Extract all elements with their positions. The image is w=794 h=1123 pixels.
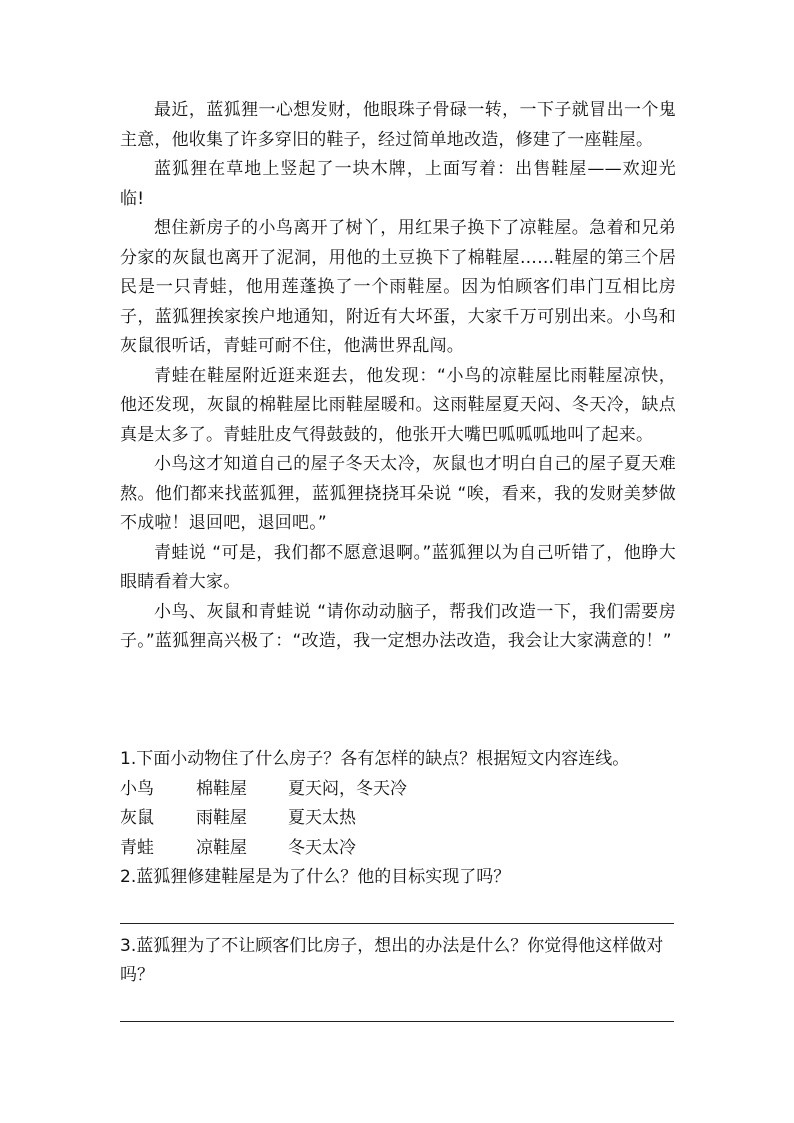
animal-label[interactable]: 灰鼠 (120, 808, 154, 828)
match-row (120, 775, 680, 805)
paragraph: 最近，蓝狐狸一心想发财，他眼珠子骨碌一转，一下子就冒出一个鬼主意，他收集了许多穿旧的鞋子，经过简单地改造，修建了一座鞋屋。 (120, 100, 676, 150)
paragraph: 想住新房子的小鸟离开了树丫，用红果子换下了凉鞋屋。急着和兄弟分家的灰鼠也离开了泥洞，用他的土豆换下了棉鞋屋……鞋屋的第三个居民是一只青蛙，他用莲蓬换了一个雨鞋屋。因为怕顾客们串门互相比房子，蓝狐狸挨家挨户地通知，附近有大坏蛋，大家千万可别出来。小鸟和灰鼠很听话，青蛙可耐不住，他满世界乱闯。 (120, 218, 676, 356)
paragraph: 青蛙说 “可是，我们都不愿意退啊。”蓝狐狸以为自己听错了，他睁大眼睛看着大家。 (120, 542, 676, 592)
story-passage (120, 96, 676, 657)
question-1: 1.下面小动物住了什么房子？各有怎样的缺点？根据短文内容连线。 (120, 749, 630, 769)
drawback-label[interactable]: 夏天闷，冬天冷 (288, 778, 407, 799)
paragraph: 小鸟、灰鼠和青蛙说 “请你动动脑子，帮我们改造一下，我们需要房子。”蓝狐狸高兴极了：“改造，我一定想办法改造，我会让大家满意的！” (120, 601, 676, 651)
house-label[interactable]: 凉鞋屋 (196, 837, 247, 858)
paragraph: 蓝狐狸在草地上竖起了一块木牌，上面写着：出售鞋屋——欢迎光临! (120, 159, 676, 209)
drawback-label[interactable]: 夏天太热 (288, 808, 356, 828)
answer-line-q2[interactable] (120, 923, 674, 924)
question-2: 2.蓝狐狸修建鞋屋是为了什么？他的目标实现了吗？ (120, 867, 511, 887)
question-section (120, 745, 680, 1022)
question-3: 3.蓝狐狸为了不让顾客们比房子，想出的办法是什么？你觉得他这样做对吗？ (120, 935, 664, 985)
match-row (120, 804, 680, 834)
match-row (120, 834, 680, 864)
animal-label[interactable]: 青蛙 (120, 837, 154, 858)
paragraph: 小鸟这才知道自己的屋子冬天太冷，灰鼠也才明白自己的屋子夏天难熬。他们都来找蓝狐狸，蓝狐狸挠挠耳朵说 “唉，看来，我的发财美梦做不成啦！退回吧，退回吧。” (120, 454, 676, 533)
answer-line-q3[interactable] (120, 1021, 674, 1022)
house-label[interactable]: 雨鞋屋 (196, 808, 247, 828)
drawback-label[interactable]: 冬天太冷 (288, 837, 356, 858)
animal-label[interactable]: 小鸟 (120, 778, 154, 799)
paragraph: 青蛙在鞋屋附近逛来逛去，他发现：“小鸟的凉鞋屋比雨鞋屋凉快，他还发现，灰鼠的棉鞋屋比雨鞋屋暖和。这雨鞋屋夏天闷、冬天冷，缺点真是太多了。青蛙肚皮气得鼓鼓的，他张开大嘴巴呱呱呱地叫了起来。 (120, 365, 676, 445)
house-label[interactable]: 棉鞋屋 (196, 778, 247, 799)
